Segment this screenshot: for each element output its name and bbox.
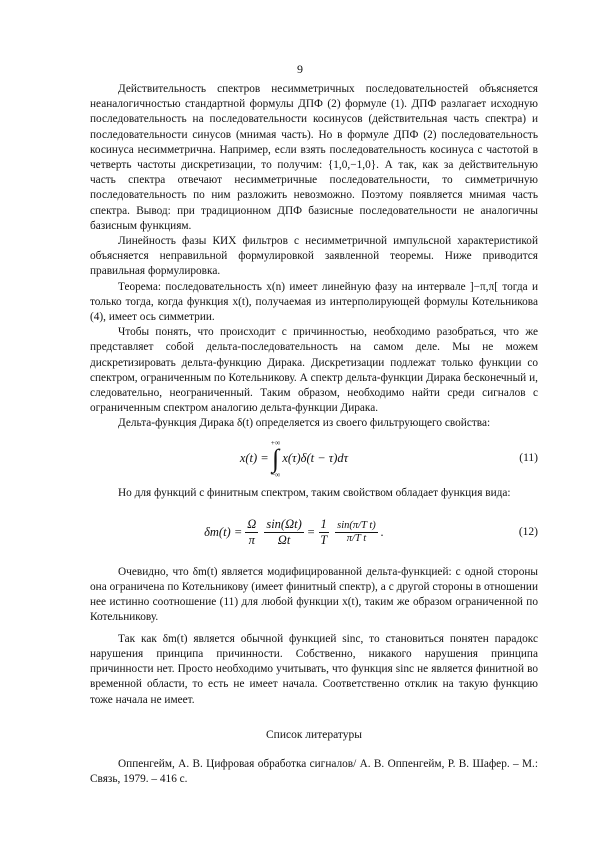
paragraph-modified-delta: Очевидно, что δm(t) является модифицированной дельта-функцией: с одной стороны она ограничена по Котельникову (имеет финитный спектр), а с другой стороны в отношении нее истинно соотношение (11) для любой функции x(t), таким же образом ограниченной по Котельникову. [90,565,538,624]
paragraph-theorem: Теорема: последовательность x(n) имеет линейную фазу на интервале ]−π,π[ тогда и только тогда, когда функция x(t), получаемая из интерполирующей формулы Котельникова (4), имеет ось симметрии. [90,280,538,324]
equation-11 [90,436,538,482]
fraction-omega-pi [245,517,258,548]
fraction-numerator: sin(Ωt) [266,517,302,532]
fraction-numerator: Ω [247,517,257,532]
paragraph-dirac-definition: Дельта-функция Дирака δ(t) определяется из своего фильтрующего свойства: [118,417,491,430]
equation-11-integrand: x(τ)δ(t − τ)dτ [282,451,349,466]
fraction-denominator: π [248,533,255,548]
equation-12-number: (12) [518,526,538,539]
fraction-denominator: Ωt [277,533,291,548]
paragraph-sinc-causality: Так как δm(t) является обычной функцией sinc, то становиться понятен парадокс нарушения принципа причинности. Собственно, никакого нарушения принципа причинности нет. Просто необходимо учитывать, что функция sinc не является финитной во временной области, то есть не имеет начала. Соответственно отклик на такую функцию тоже начала не имеет. [90,632,538,706]
paragraph-finite-spectrum: Но для функций с финитным спектром, таким свойством обладает функция вида: [118,486,511,499]
fraction-numerator: sin(π/T t) [337,520,376,532]
fraction-sin-omega-t [264,517,303,548]
paragraph-causality: Чтобы понять, что происходит с причинностью, необходимо разобраться, что же представляет собой дельта-последовательность на самом деле. Мы не можем дискретизировать дельта-функцию Дирака. Дискретизации подлежат только функции со спектром, ограниченным по Котельникову. А спектр дельта-функции Дирака бесконечный и, следовательно, неограниченный. Таким образом, необходимо найти среди сигналов с ограниченным спектром аналогию дельта-функции Дирака. [90,326,538,415]
page-body [90,82,538,787]
references-heading: Список литературы [266,728,362,741]
equation-12-lhs: δm(t) = [204,525,243,540]
reference-item: Оппенгейм, А. В. Цифровая обработка сигналов/ А. В. Оппенгейм, Р. В. Шафер. – М.: Связь, 1979. – 416 с. [90,757,538,786]
equation-12-period: . [380,525,384,540]
page-number: 9 [297,62,303,76]
paragraph-fir-phase: Линейность фазы КИХ фильтров с несимметричной импульсной характеристикой объясняется неправильной формулировкой заявленной теоремы. Ниже приводится правильная формулировка. [90,235,538,278]
fraction-one-over-t [318,517,329,548]
paragraph-spectrum-reality: Действительность спектров несимметричных последовательностей объясняется неаналогичностью стандартной формулы ДПФ (2) формуле (1). ДПФ разлагает исходную последовательность на последовательности косинусов (действительная часть спектра) и последовательности синусов (мнимая часть). Но в формуле ДПФ (2) последовательность косинуса несимметрична. Например, если взять последовательность косинуса с частотой в четверть частоты дискретизации, то получим: {1,0,−1,0}. А так, как за действительную часть спектра отвечают несимметричные последовательности, то симметричную последовательность по ним разложить невозможно. Поэтому появляется мнимая часть спектра. Вывод: при традиционном ДПФ базисные последовательности не аналогичны базисным функциям. [90,83,538,232]
fraction-numerator: 1 [320,517,327,532]
equation-11-lhs: x(t) = [239,451,269,466]
equation-12 [90,505,538,561]
integral-sign: +∞ ∫ −∞ [270,437,281,479]
fraction-denominator: π/T t [346,533,367,545]
fraction-denominator: T [320,533,328,548]
fraction-sinc-normalized [335,520,378,545]
equation-11-number: (11) [519,452,538,465]
integral-upper-limit: +∞ [270,437,281,447]
integral-lower-limit: −∞ [270,469,281,479]
equals-sign: = [306,525,316,540]
